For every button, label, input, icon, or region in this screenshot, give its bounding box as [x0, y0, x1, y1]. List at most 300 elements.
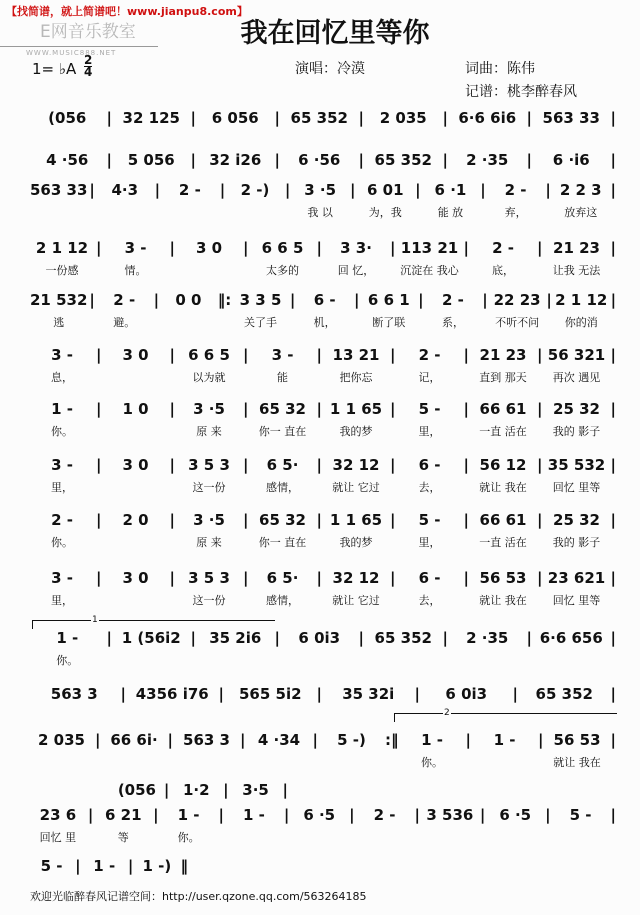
- measure: [534, 108, 609, 128]
- barline: |: [537, 239, 543, 257]
- barline: |: [415, 181, 421, 199]
- measure-notes: 6 6 5: [188, 346, 230, 364]
- measure-notes: 1 -: [493, 731, 516, 749]
- barline: |: [349, 806, 355, 824]
- measure: [398, 510, 462, 550]
- measure: [177, 345, 241, 385]
- measure-notes: 6 ·1: [434, 181, 467, 199]
- lyric: 你一 直在: [258, 425, 307, 438]
- measure-notes: 3 -: [271, 346, 294, 364]
- measure: [398, 568, 462, 608]
- barline: |: [89, 181, 95, 199]
- measure: [135, 856, 178, 876]
- barline: |: [610, 685, 616, 703]
- watermark-divider: [0, 46, 158, 47]
- measure: [97, 180, 153, 200]
- measure: [546, 730, 609, 770]
- barline: |: [219, 181, 226, 199]
- measure: [471, 399, 535, 439]
- site-ad-link[interactable]: 【找简谱，就上简谱吧！www.jianpu8.com】: [6, 5, 248, 18]
- lyric: 一份感: [45, 264, 79, 277]
- measure: [112, 780, 162, 800]
- measure: [251, 455, 315, 495]
- barline: |: [610, 629, 616, 647]
- measure-notes: 66 61: [479, 400, 527, 418]
- lyric: 这一份: [192, 481, 226, 494]
- measure-notes: 1·2: [182, 781, 210, 799]
- barline: |: [96, 239, 102, 257]
- barline: |: [463, 456, 469, 474]
- measure: [545, 238, 609, 278]
- measure: [366, 628, 441, 648]
- measure: [251, 510, 315, 550]
- lyric: 息，: [51, 371, 73, 384]
- measure-notes: (056: [48, 109, 87, 127]
- barline: |: [512, 685, 518, 703]
- measure-notes: 6 0i3: [298, 629, 341, 647]
- measure-notes: 56 12: [479, 456, 527, 474]
- measure-notes: 65 352: [374, 629, 432, 647]
- measure: [161, 290, 216, 330]
- barline: |: [480, 181, 486, 199]
- barline: |: [169, 511, 175, 529]
- measure-notes: 6 ·i6: [552, 151, 590, 169]
- lyric: 关了手: [244, 316, 278, 329]
- lyric: 你。: [51, 536, 73, 549]
- measure-notes: 1 1 65: [329, 400, 383, 418]
- lyric: 直到 那天: [479, 371, 527, 384]
- measure-notes: 32 12: [332, 456, 380, 474]
- watermark-url: WWW.MUSIC888.NET: [26, 49, 117, 57]
- barline: |: [190, 629, 196, 647]
- barline: |: [312, 731, 318, 749]
- lyric: 里，: [418, 536, 441, 549]
- lyric: 你。: [56, 654, 79, 667]
- barline: |: [75, 857, 81, 875]
- lyric: 系，: [441, 316, 464, 329]
- barline: |: [482, 291, 488, 309]
- barline: |: [414, 685, 420, 703]
- measure: [30, 684, 119, 704]
- measure: [177, 399, 241, 439]
- barline: |: [463, 511, 469, 529]
- measure-notes: 2 -: [178, 181, 201, 199]
- measure-notes: 6 01: [367, 181, 404, 199]
- measure: [30, 510, 94, 550]
- measure-notes: 5 -: [418, 511, 441, 529]
- measure-notes: 21 23: [553, 239, 600, 257]
- lyric: 避。: [113, 316, 136, 329]
- barline: |: [243, 239, 249, 257]
- measure-notes: 563 33: [542, 109, 600, 127]
- lyric: 弃，: [504, 206, 527, 219]
- measure-notes: 4 ·56: [46, 151, 89, 169]
- barline: |: [243, 400, 249, 418]
- measure: [30, 180, 87, 200]
- lyric: 放弃这: [564, 206, 598, 219]
- measure-notes: 6 ·5: [499, 806, 532, 824]
- barline: |: [546, 291, 552, 309]
- measure: [128, 684, 217, 704]
- measure-notes: 1 (56i2: [121, 629, 181, 647]
- measure: [324, 510, 388, 550]
- measure-notes: 3 -: [51, 569, 73, 587]
- measure-notes: 6 -: [418, 569, 441, 587]
- barline: |: [537, 511, 543, 529]
- score-row: [30, 730, 618, 770]
- measure: [171, 780, 221, 800]
- measure: [251, 399, 315, 439]
- measure-notes: 6 21: [104, 806, 142, 824]
- barline: |: [289, 291, 296, 309]
- measure-notes: 65 352: [374, 151, 432, 169]
- measure-notes: 65 352: [535, 685, 593, 703]
- lyric: 这一份: [192, 594, 226, 607]
- measure-notes: 6 0i3: [445, 685, 488, 703]
- measure-notes: 3 536: [426, 806, 474, 824]
- measure: [251, 345, 315, 385]
- measure: [30, 399, 94, 439]
- lyric: 一直 活在: [479, 425, 527, 438]
- barline: |: [190, 151, 196, 169]
- score-row: [30, 290, 618, 330]
- score-row: [30, 345, 618, 385]
- lyric: 断了联: [372, 316, 406, 329]
- measure-notes: 23 621: [547, 569, 606, 587]
- measure: [175, 730, 238, 750]
- measure-notes: 35 32i: [342, 685, 395, 703]
- lyric: [104, 371, 168, 385]
- score-row: [30, 455, 618, 495]
- score-row: [30, 150, 618, 170]
- barline: |: [87, 806, 94, 824]
- measure-notes: 1 -: [93, 857, 116, 875]
- barline: |: [316, 569, 322, 587]
- lyric: 能: [277, 371, 288, 384]
- measure: [97, 290, 152, 330]
- barline: |: [526, 629, 532, 647]
- barline: |: [465, 731, 472, 749]
- measure: [251, 238, 315, 278]
- lyric: 我 以: [307, 206, 333, 219]
- barline: |: [537, 569, 543, 587]
- measure-notes: 2 -: [113, 291, 136, 309]
- barline: |: [282, 781, 288, 799]
- lyric: 沉淀在 我心: [400, 264, 459, 277]
- barline: |: [610, 346, 616, 364]
- barline: |: [153, 291, 160, 309]
- measure-notes: 13 21: [332, 346, 380, 364]
- measure: [30, 345, 94, 385]
- measure-notes: 563 3: [183, 731, 230, 749]
- measure-notes: 565 5i2: [238, 685, 302, 703]
- lyric: 情。: [124, 264, 147, 277]
- transcriber-credit: 记谱：桃李醉春风: [465, 84, 577, 100]
- lyric: 去，: [418, 481, 441, 494]
- measure: [398, 399, 462, 439]
- barline: |: [538, 731, 544, 749]
- lyric: 回忆 里等: [552, 481, 601, 494]
- barline: |: [274, 109, 280, 127]
- measure: [30, 150, 105, 170]
- measure-notes: 3 ·5: [193, 511, 225, 529]
- measure-notes: 3 3 5: [239, 291, 282, 309]
- measure-notes: 2 035: [379, 109, 427, 127]
- measure-notes: 5 -: [40, 857, 63, 875]
- barline: ‖:: [217, 291, 232, 309]
- barline: |: [390, 400, 396, 418]
- barline: |: [526, 109, 532, 127]
- measure: [95, 805, 151, 845]
- lyric: 你一 直在: [258, 536, 307, 549]
- measure: [450, 150, 525, 170]
- measure: [324, 238, 388, 278]
- barline: |: [106, 109, 112, 127]
- lyric: 能 放: [437, 206, 464, 219]
- lyric: 回忆 里: [39, 831, 77, 844]
- lyric: 我的梦: [339, 425, 373, 438]
- measure: [177, 568, 241, 608]
- measure: [248, 730, 311, 750]
- barline: |: [390, 511, 396, 529]
- lyric: 底，: [492, 264, 514, 277]
- measure: [30, 290, 87, 330]
- measure-notes: (056: [117, 781, 156, 799]
- measure: [282, 108, 357, 128]
- barline: |: [610, 400, 616, 418]
- measure-notes: 3 -: [124, 239, 147, 257]
- measure-notes: 21 532: [30, 291, 88, 309]
- measure-notes: 2 ·35: [466, 629, 509, 647]
- song-title: 我在回忆里等你: [240, 18, 430, 49]
- measure-notes: 3 ·5: [193, 400, 225, 418]
- lyric: 去，: [418, 594, 441, 607]
- measure: [324, 345, 388, 385]
- measure: [545, 399, 609, 439]
- barline: |: [390, 456, 396, 474]
- barline: |: [163, 781, 170, 799]
- measure-notes: 4·3: [111, 181, 139, 199]
- barline: |: [218, 806, 224, 824]
- lyric: [104, 481, 168, 495]
- measure: [177, 238, 241, 278]
- measure-notes: 25 32: [553, 400, 600, 418]
- lyric: 你的消: [564, 316, 598, 329]
- measure-notes: 6·6 656: [539, 629, 603, 647]
- measure-notes: 56 53: [553, 731, 601, 749]
- footer-link[interactable]: 欢迎光临醉春风记谱空间：http://user.qzone.qq.com/563264185: [30, 890, 367, 903]
- volta-label: 1: [92, 615, 98, 625]
- measure: [324, 568, 388, 608]
- lyric: 感情，: [266, 594, 299, 607]
- barline: |: [190, 109, 196, 127]
- lyric: 为，我: [368, 206, 402, 219]
- score-row: [30, 108, 618, 128]
- lyric: [104, 425, 168, 439]
- measure-notes: 66 6i·: [110, 731, 158, 749]
- lyric: 让我 无法: [552, 264, 601, 277]
- measure-notes: 32 12: [332, 569, 380, 587]
- barline: |: [610, 151, 616, 169]
- barline: |: [479, 806, 486, 824]
- measure-notes: 66 61: [479, 511, 527, 529]
- barline: |: [463, 346, 469, 364]
- measure: [488, 180, 544, 220]
- lyric: 以为就: [192, 371, 226, 384]
- measure-notes: 5 -): [337, 731, 366, 749]
- measure-notes: 2 -: [442, 291, 464, 309]
- measure-notes: 1 -: [51, 400, 73, 418]
- measure: [487, 805, 543, 825]
- measure-notes: 6·6 6i6: [458, 109, 517, 127]
- measure-notes: 3 0: [122, 569, 149, 587]
- lyric: 原 来: [196, 536, 222, 549]
- lyric: 就让 我在: [553, 756, 601, 769]
- measure-notes: 6 5·: [266, 569, 299, 587]
- measure: [198, 628, 273, 648]
- lyric: 一直 活在: [479, 536, 527, 549]
- measure-notes: 5 -: [418, 400, 441, 418]
- barline: |: [240, 731, 246, 749]
- measure: [104, 399, 168, 439]
- measure-notes: 4356 i76: [135, 685, 209, 703]
- measure-notes: 6 056: [211, 109, 259, 127]
- measure: [104, 568, 168, 608]
- lyric: 等: [117, 831, 129, 844]
- measure-notes: 563 33: [30, 181, 88, 199]
- measure-notes: 2 ·35: [466, 151, 509, 169]
- measure: [490, 290, 545, 330]
- measure-notes: 1 0: [122, 400, 149, 418]
- barline: |: [89, 291, 95, 309]
- barline: |: [243, 346, 249, 364]
- score-row: [30, 805, 618, 845]
- measure: [231, 780, 281, 800]
- measure: [422, 805, 478, 825]
- barline: |: [316, 239, 322, 257]
- barline: :‖: [385, 731, 399, 749]
- barline: |: [96, 400, 102, 418]
- measure: [226, 805, 282, 825]
- measure-notes: 563 3: [50, 685, 98, 703]
- barline: |: [442, 151, 448, 169]
- measure-notes: 2 -: [418, 346, 441, 364]
- measure: [366, 108, 441, 128]
- barline: |: [537, 346, 543, 364]
- measure: [30, 856, 73, 876]
- measure: [226, 684, 315, 704]
- measure: [324, 455, 388, 495]
- measure: [324, 684, 413, 704]
- measure: [30, 568, 94, 608]
- measure-notes: 2 0: [122, 511, 149, 529]
- lyric: 我的 影子: [552, 425, 601, 438]
- barline: |: [537, 400, 543, 418]
- measure: [471, 238, 535, 278]
- lyric: 感情，: [266, 481, 299, 494]
- measure-notes: 65 32: [259, 400, 306, 418]
- measure-notes: 2 -: [51, 511, 73, 529]
- measure-notes: 3 3·: [340, 239, 372, 257]
- lyric: 机，: [313, 316, 336, 329]
- volta-label: 2: [444, 708, 450, 718]
- barline: |: [169, 239, 175, 257]
- barline: |: [358, 629, 364, 647]
- barline: |: [316, 400, 322, 418]
- measure-notes: 2 -: [373, 806, 396, 824]
- barline: |: [96, 511, 102, 529]
- barline: |: [526, 151, 532, 169]
- measure: [177, 455, 241, 495]
- measure: [227, 180, 283, 200]
- barline: |: [545, 181, 551, 199]
- measure: [282, 150, 357, 170]
- barline: |: [610, 291, 617, 309]
- lyric: 你。: [421, 756, 444, 769]
- measure: [553, 805, 609, 825]
- key-signature: 1= ♭A: [32, 60, 77, 78]
- measure: [450, 628, 525, 648]
- measure-notes: 1 -: [421, 731, 443, 749]
- measure-notes: 6 -: [313, 291, 336, 309]
- measure-notes: 32 i26: [209, 151, 262, 169]
- barline: |: [316, 456, 322, 474]
- measure: [103, 730, 166, 750]
- measure: [291, 805, 347, 825]
- barline: |: [316, 685, 322, 703]
- barline: |: [610, 181, 617, 199]
- measure: [114, 108, 189, 128]
- lyric: 里，: [418, 425, 441, 438]
- barline: |: [442, 109, 448, 127]
- measure-notes: 23 6: [39, 806, 77, 824]
- lyric: 原 来: [196, 425, 222, 438]
- measure: [30, 628, 105, 668]
- barline: |: [463, 569, 469, 587]
- measure: [554, 290, 609, 330]
- measure-notes: 2 1 12: [555, 291, 608, 309]
- measure: [30, 108, 105, 128]
- measure: [104, 345, 168, 385]
- barline: |: [283, 806, 290, 824]
- measure: [198, 150, 273, 170]
- measure: [426, 290, 481, 330]
- measure-notes: 113 21: [400, 239, 459, 257]
- lyric: 就让 它过: [332, 481, 380, 494]
- measure-notes: 56 321: [547, 346, 606, 364]
- barline: |: [154, 181, 161, 199]
- measure: [545, 510, 609, 550]
- measure: [422, 684, 511, 704]
- measure: [177, 510, 241, 550]
- barline: |: [96, 346, 102, 364]
- singer-credit: 演唱：冷漠: [295, 61, 365, 77]
- score-row: [30, 238, 618, 278]
- measure: [361, 290, 416, 330]
- lyric: 逃: [53, 316, 65, 329]
- barline: |: [169, 456, 175, 474]
- lyric: [104, 594, 168, 608]
- barline: |: [358, 109, 364, 127]
- measure-notes: 2 -: [504, 181, 527, 199]
- measure: [471, 455, 535, 495]
- barline: |: [316, 511, 322, 529]
- measure-notes: 2 -): [240, 181, 270, 199]
- barline: |: [610, 456, 616, 474]
- measure: [30, 730, 93, 750]
- measure: [104, 238, 168, 278]
- barline: |: [390, 346, 396, 364]
